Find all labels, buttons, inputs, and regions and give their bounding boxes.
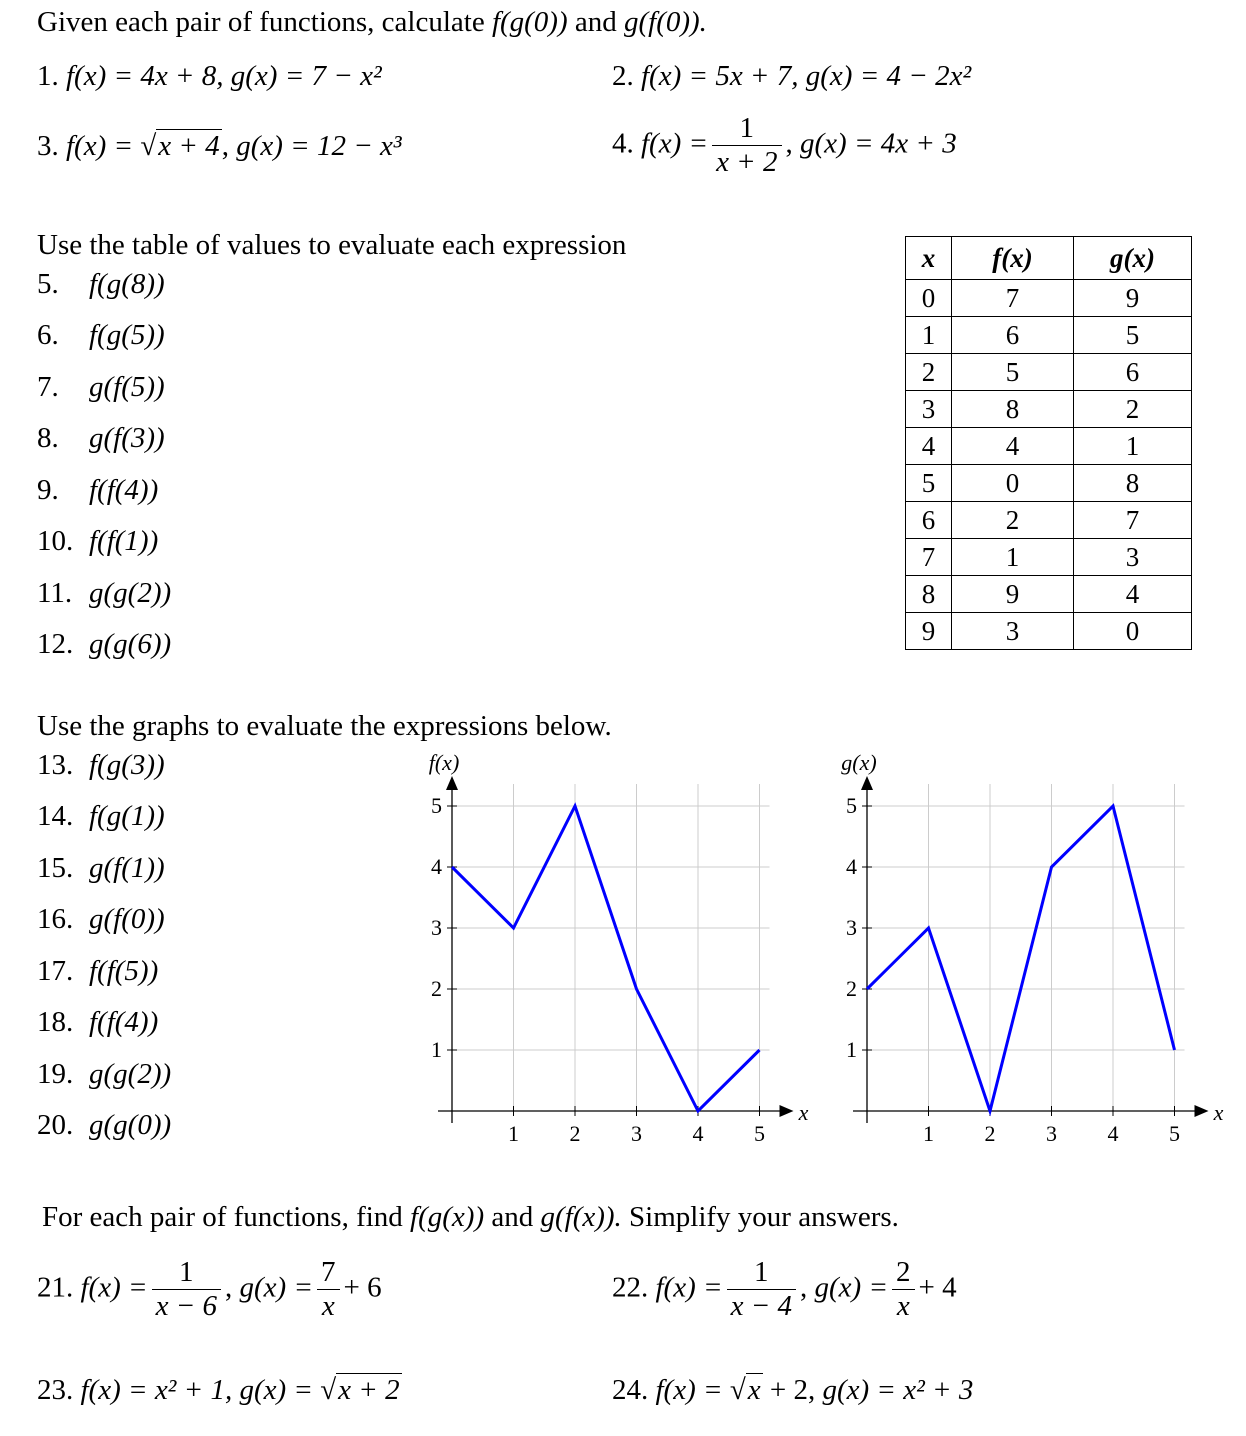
table-row xyxy=(906,539,1192,576)
cell-x: 0 xyxy=(906,280,952,317)
problem-23 xyxy=(37,1376,402,1405)
expression: f(f(4)) xyxy=(89,474,159,506)
problem-10 xyxy=(37,527,158,556)
problem-number: 24. xyxy=(612,1374,649,1406)
function-f-lhs: f(x) = xyxy=(655,1374,730,1406)
denominator: x − 6 xyxy=(155,1290,218,1323)
denominator: x + 2 xyxy=(716,146,778,179)
f-graph-x-axis-arrow xyxy=(780,1105,794,1117)
g-graph-y-axis-arrow xyxy=(861,776,873,790)
problem-5 xyxy=(37,270,165,299)
expression: g(g(0)) xyxy=(89,1109,172,1141)
function-g-lhs: g(x) = xyxy=(239,1271,314,1304)
problem-number: 3. xyxy=(37,130,59,162)
f-graph-y-axis-arrow xyxy=(446,776,458,790)
cell-gx: 0 xyxy=(1074,613,1192,650)
numerator: 1 xyxy=(712,112,781,146)
f-graph-x-tick-label: 3 xyxy=(631,1121,642,1146)
problem-15 xyxy=(37,854,165,883)
cell-x: 8 xyxy=(906,576,952,613)
f-graph-x-tick-label: 2 xyxy=(569,1121,581,1146)
cell-gx: 4 xyxy=(1074,576,1192,613)
cell-fx: 7 xyxy=(952,280,1074,317)
problem-number: 9. xyxy=(37,474,59,506)
problem-19 xyxy=(37,1060,171,1089)
function-f-lhs: f(x) = xyxy=(66,130,141,162)
problem-number: 7. xyxy=(37,371,59,403)
f-graph-y-tick-label: 1 xyxy=(431,1037,442,1062)
problem-16 xyxy=(37,905,165,934)
g-graph-x-tick-label: 1 xyxy=(923,1121,934,1146)
g-graph-x-tick-label: 5 xyxy=(1169,1121,1180,1146)
function-g: g(x) = 12 − x³ xyxy=(236,130,402,162)
fraction xyxy=(152,1256,221,1324)
function-g: g(x) = x² + 3 xyxy=(822,1374,974,1406)
graph-g xyxy=(815,745,1235,1165)
instruction-simplify: Simplify your answers. xyxy=(629,1201,899,1233)
table-header-row xyxy=(906,237,1192,280)
problem-number: 8. xyxy=(37,422,59,454)
header-x: x xyxy=(906,237,952,280)
instruction-expr-1: f(g(x)) xyxy=(410,1201,485,1233)
function-g: g(x) = 4 − 2x² xyxy=(805,60,972,92)
problem-14 xyxy=(37,802,165,831)
function-f-lhs: f(x) = xyxy=(80,1271,148,1304)
g-graph-y-axis-label: g(x) xyxy=(841,750,877,775)
expression: f(f(1)) xyxy=(89,525,159,557)
f-graph-series-line xyxy=(452,806,760,1111)
table-row xyxy=(906,576,1192,613)
problem-9 xyxy=(37,476,158,505)
problem-number: 13. xyxy=(37,749,74,781)
g-graph-x-tick-label: 2 xyxy=(984,1121,996,1146)
problem-number: 17. xyxy=(37,955,74,987)
radical-sign: √ xyxy=(729,1374,746,1406)
f-graph-x-tick-label: 4 xyxy=(692,1121,704,1146)
fraction xyxy=(892,1256,915,1324)
table-row xyxy=(906,428,1192,465)
cell-x: 7 xyxy=(906,539,952,576)
problem-number: 18. xyxy=(37,1006,74,1038)
problem-number: 5. xyxy=(37,268,59,300)
fraction xyxy=(712,112,781,180)
cell-x: 1 xyxy=(906,317,952,354)
section1-instruction xyxy=(37,8,707,37)
problem-number: 10. xyxy=(37,525,74,557)
cell-x: 2 xyxy=(906,354,952,391)
problem-17 xyxy=(37,957,158,986)
instruction-expr-2: g(f(x)). xyxy=(540,1201,622,1233)
function-g-lhs: g(x) = xyxy=(239,1374,321,1406)
cell-gx: 6 xyxy=(1074,354,1192,391)
function-f: f(x) = 5x + 7, xyxy=(641,60,799,92)
cell-x: 9 xyxy=(906,613,952,650)
radical-sign: √ xyxy=(320,1374,337,1406)
expression: g(g(6)) xyxy=(89,628,172,660)
function-f-lhs: f(x) = xyxy=(655,1271,723,1304)
radicand: x xyxy=(747,1374,761,1406)
radicand: x + 4 xyxy=(158,130,220,162)
section4-instruction xyxy=(42,1203,899,1232)
numerator: 7 xyxy=(317,1256,340,1290)
separator: , xyxy=(800,1271,808,1304)
f-graph-y-tick-label: 3 xyxy=(431,915,442,940)
section2-instruction: Use the table of values to evaluate each expression xyxy=(37,229,627,261)
problem-4 xyxy=(612,112,957,180)
cell-gx: 7 xyxy=(1074,502,1192,539)
separator: , xyxy=(221,130,229,162)
function-f-lhs: f(x) = xyxy=(641,127,709,160)
expression: g(g(2)) xyxy=(89,577,172,609)
expression: g(f(3)) xyxy=(89,422,165,454)
problem-7 xyxy=(37,373,165,402)
table-row xyxy=(906,280,1192,317)
f-graph-x-axis-label: x xyxy=(798,1100,809,1125)
function-g-tail: + 6 xyxy=(343,1271,382,1304)
f-graph-x-tick-label: 5 xyxy=(754,1121,765,1146)
section3-instruction: Use the graphs to evaluate the expressions below. xyxy=(37,710,612,742)
g-graph-y-tick-label: 3 xyxy=(846,915,857,940)
graph-f xyxy=(400,745,820,1165)
separator: , xyxy=(225,1271,233,1304)
separator: , xyxy=(785,127,793,160)
g-graph-x-axis-label: x xyxy=(1213,1100,1224,1125)
problem-2 xyxy=(612,62,971,91)
instruction-text: Given each pair of functions, calculate xyxy=(37,6,485,38)
g-graph-y-tick-label: 1 xyxy=(846,1037,857,1062)
header-gx: g(x) xyxy=(1074,237,1192,280)
cell-gx: 1 xyxy=(1074,428,1192,465)
cell-fx: 6 xyxy=(952,317,1074,354)
function-g-lhs: g(x) = xyxy=(814,1271,889,1304)
instruction-and: and xyxy=(491,1201,534,1233)
problem-number: 11. xyxy=(37,577,73,609)
cell-gx: 9 xyxy=(1074,280,1192,317)
cell-fx: 0 xyxy=(952,465,1074,502)
cell-fx: 9 xyxy=(952,576,1074,613)
problem-number: 6. xyxy=(37,319,59,351)
table-row xyxy=(906,502,1192,539)
problem-11 xyxy=(37,579,171,608)
cell-gx: 8 xyxy=(1074,465,1192,502)
expression: g(g(2)) xyxy=(89,1058,172,1090)
cell-x: 3 xyxy=(906,391,952,428)
function-f: f(x) = x² + 1, xyxy=(80,1374,233,1406)
expression: f(f(4)) xyxy=(89,1006,159,1038)
problem-21 xyxy=(37,1256,382,1324)
f-graph-y-tick-label: 5 xyxy=(431,793,442,818)
cell-gx: 3 xyxy=(1074,539,1192,576)
problem-24 xyxy=(612,1376,973,1405)
instruction-text: For each pair of functions, find xyxy=(42,1201,403,1233)
g-graph-y-tick-label: 2 xyxy=(846,976,857,1001)
function-f: f(x) = 4x + 8, xyxy=(66,60,224,92)
function-g-tail: + 4 xyxy=(918,1271,957,1304)
fraction xyxy=(317,1256,340,1324)
problem-number: 20. xyxy=(37,1109,74,1141)
f-graph-x-tick-label: 1 xyxy=(508,1121,519,1146)
g-graph-x-tick-label: 4 xyxy=(1107,1121,1119,1146)
f-graph-y-axis-label: f(x) xyxy=(428,750,460,775)
table-row xyxy=(906,391,1192,428)
function-g: g(x) = 4x + 3 xyxy=(800,127,957,160)
g-graph-x-axis-arrow xyxy=(1195,1105,1209,1117)
problem-number: 2. xyxy=(612,60,634,92)
cell-fx: 2 xyxy=(952,502,1074,539)
header-fx: f(x) xyxy=(952,237,1074,280)
f-graph-y-tick-label: 2 xyxy=(431,976,442,1001)
expression: g(f(1)) xyxy=(89,852,165,884)
problem-number: 16. xyxy=(37,903,74,935)
numerator: 1 xyxy=(727,1256,796,1290)
instruction-expr-1: f(g(0)) xyxy=(491,6,568,38)
cell-fx: 3 xyxy=(952,613,1074,650)
table-row xyxy=(906,354,1192,391)
expression: g(f(5)) xyxy=(89,371,165,403)
table-row xyxy=(906,317,1192,354)
g-graph-y-tick-label: 5 xyxy=(846,793,857,818)
cell-fx: 1 xyxy=(952,539,1074,576)
fraction xyxy=(727,1256,796,1324)
radical-sign: √ xyxy=(140,130,157,162)
problem-number: 1. xyxy=(37,60,59,92)
cell-fx: 5 xyxy=(952,354,1074,391)
cell-fx: 8 xyxy=(952,391,1074,428)
problem-number: 14. xyxy=(37,800,74,832)
problem-20 xyxy=(37,1111,171,1140)
numerator: 1 xyxy=(152,1256,221,1290)
cell-gx: 5 xyxy=(1074,317,1192,354)
expression: f(g(8)) xyxy=(89,268,165,300)
cell-gx: 2 xyxy=(1074,391,1192,428)
table-row xyxy=(906,613,1192,650)
denominator: x xyxy=(896,1290,910,1323)
problem-number: 22. xyxy=(612,1271,649,1304)
problem-number: 19. xyxy=(37,1058,74,1090)
function-g: g(x) = 7 − x² xyxy=(230,60,382,92)
expression: f(g(5)) xyxy=(89,319,165,351)
denominator: x − 4 xyxy=(730,1290,793,1323)
problem-3 xyxy=(37,132,402,161)
problem-1 xyxy=(37,62,382,91)
expression: f(g(1)) xyxy=(89,800,165,832)
problem-number: 21. xyxy=(37,1271,74,1304)
function-f-tail: + 2, xyxy=(769,1374,816,1406)
problem-8 xyxy=(37,424,165,453)
table-row xyxy=(906,465,1192,502)
problem-22 xyxy=(612,1256,957,1324)
numerator: 2 xyxy=(892,1256,915,1290)
g-graph-series-line xyxy=(867,806,1175,1111)
instruction-and: and xyxy=(574,6,617,38)
problem-number: 12. xyxy=(37,628,74,660)
instruction-expr-2: g(f(0)). xyxy=(624,6,707,38)
radicand: x + 2 xyxy=(338,1374,400,1406)
denominator: x xyxy=(321,1290,335,1323)
problem-6 xyxy=(37,321,165,350)
problem-number: 15. xyxy=(37,852,74,884)
problem-number: 4. xyxy=(612,127,634,160)
cell-x: 5 xyxy=(906,465,952,502)
problem-13 xyxy=(37,751,165,780)
cell-x: 6 xyxy=(906,502,952,539)
f-graph-y-tick-label: 4 xyxy=(431,854,442,879)
expression: f(f(5)) xyxy=(89,955,159,987)
expression: f(g(3)) xyxy=(89,749,165,781)
problem-12 xyxy=(37,630,171,659)
cell-x: 4 xyxy=(906,428,952,465)
problem-number: 23. xyxy=(37,1374,74,1406)
values-table xyxy=(905,236,1192,650)
cell-fx: 4 xyxy=(952,428,1074,465)
expression: g(f(0)) xyxy=(89,903,165,935)
g-graph-y-tick-label: 4 xyxy=(846,854,857,879)
g-graph-x-tick-label: 3 xyxy=(1046,1121,1057,1146)
problem-18 xyxy=(37,1008,158,1037)
